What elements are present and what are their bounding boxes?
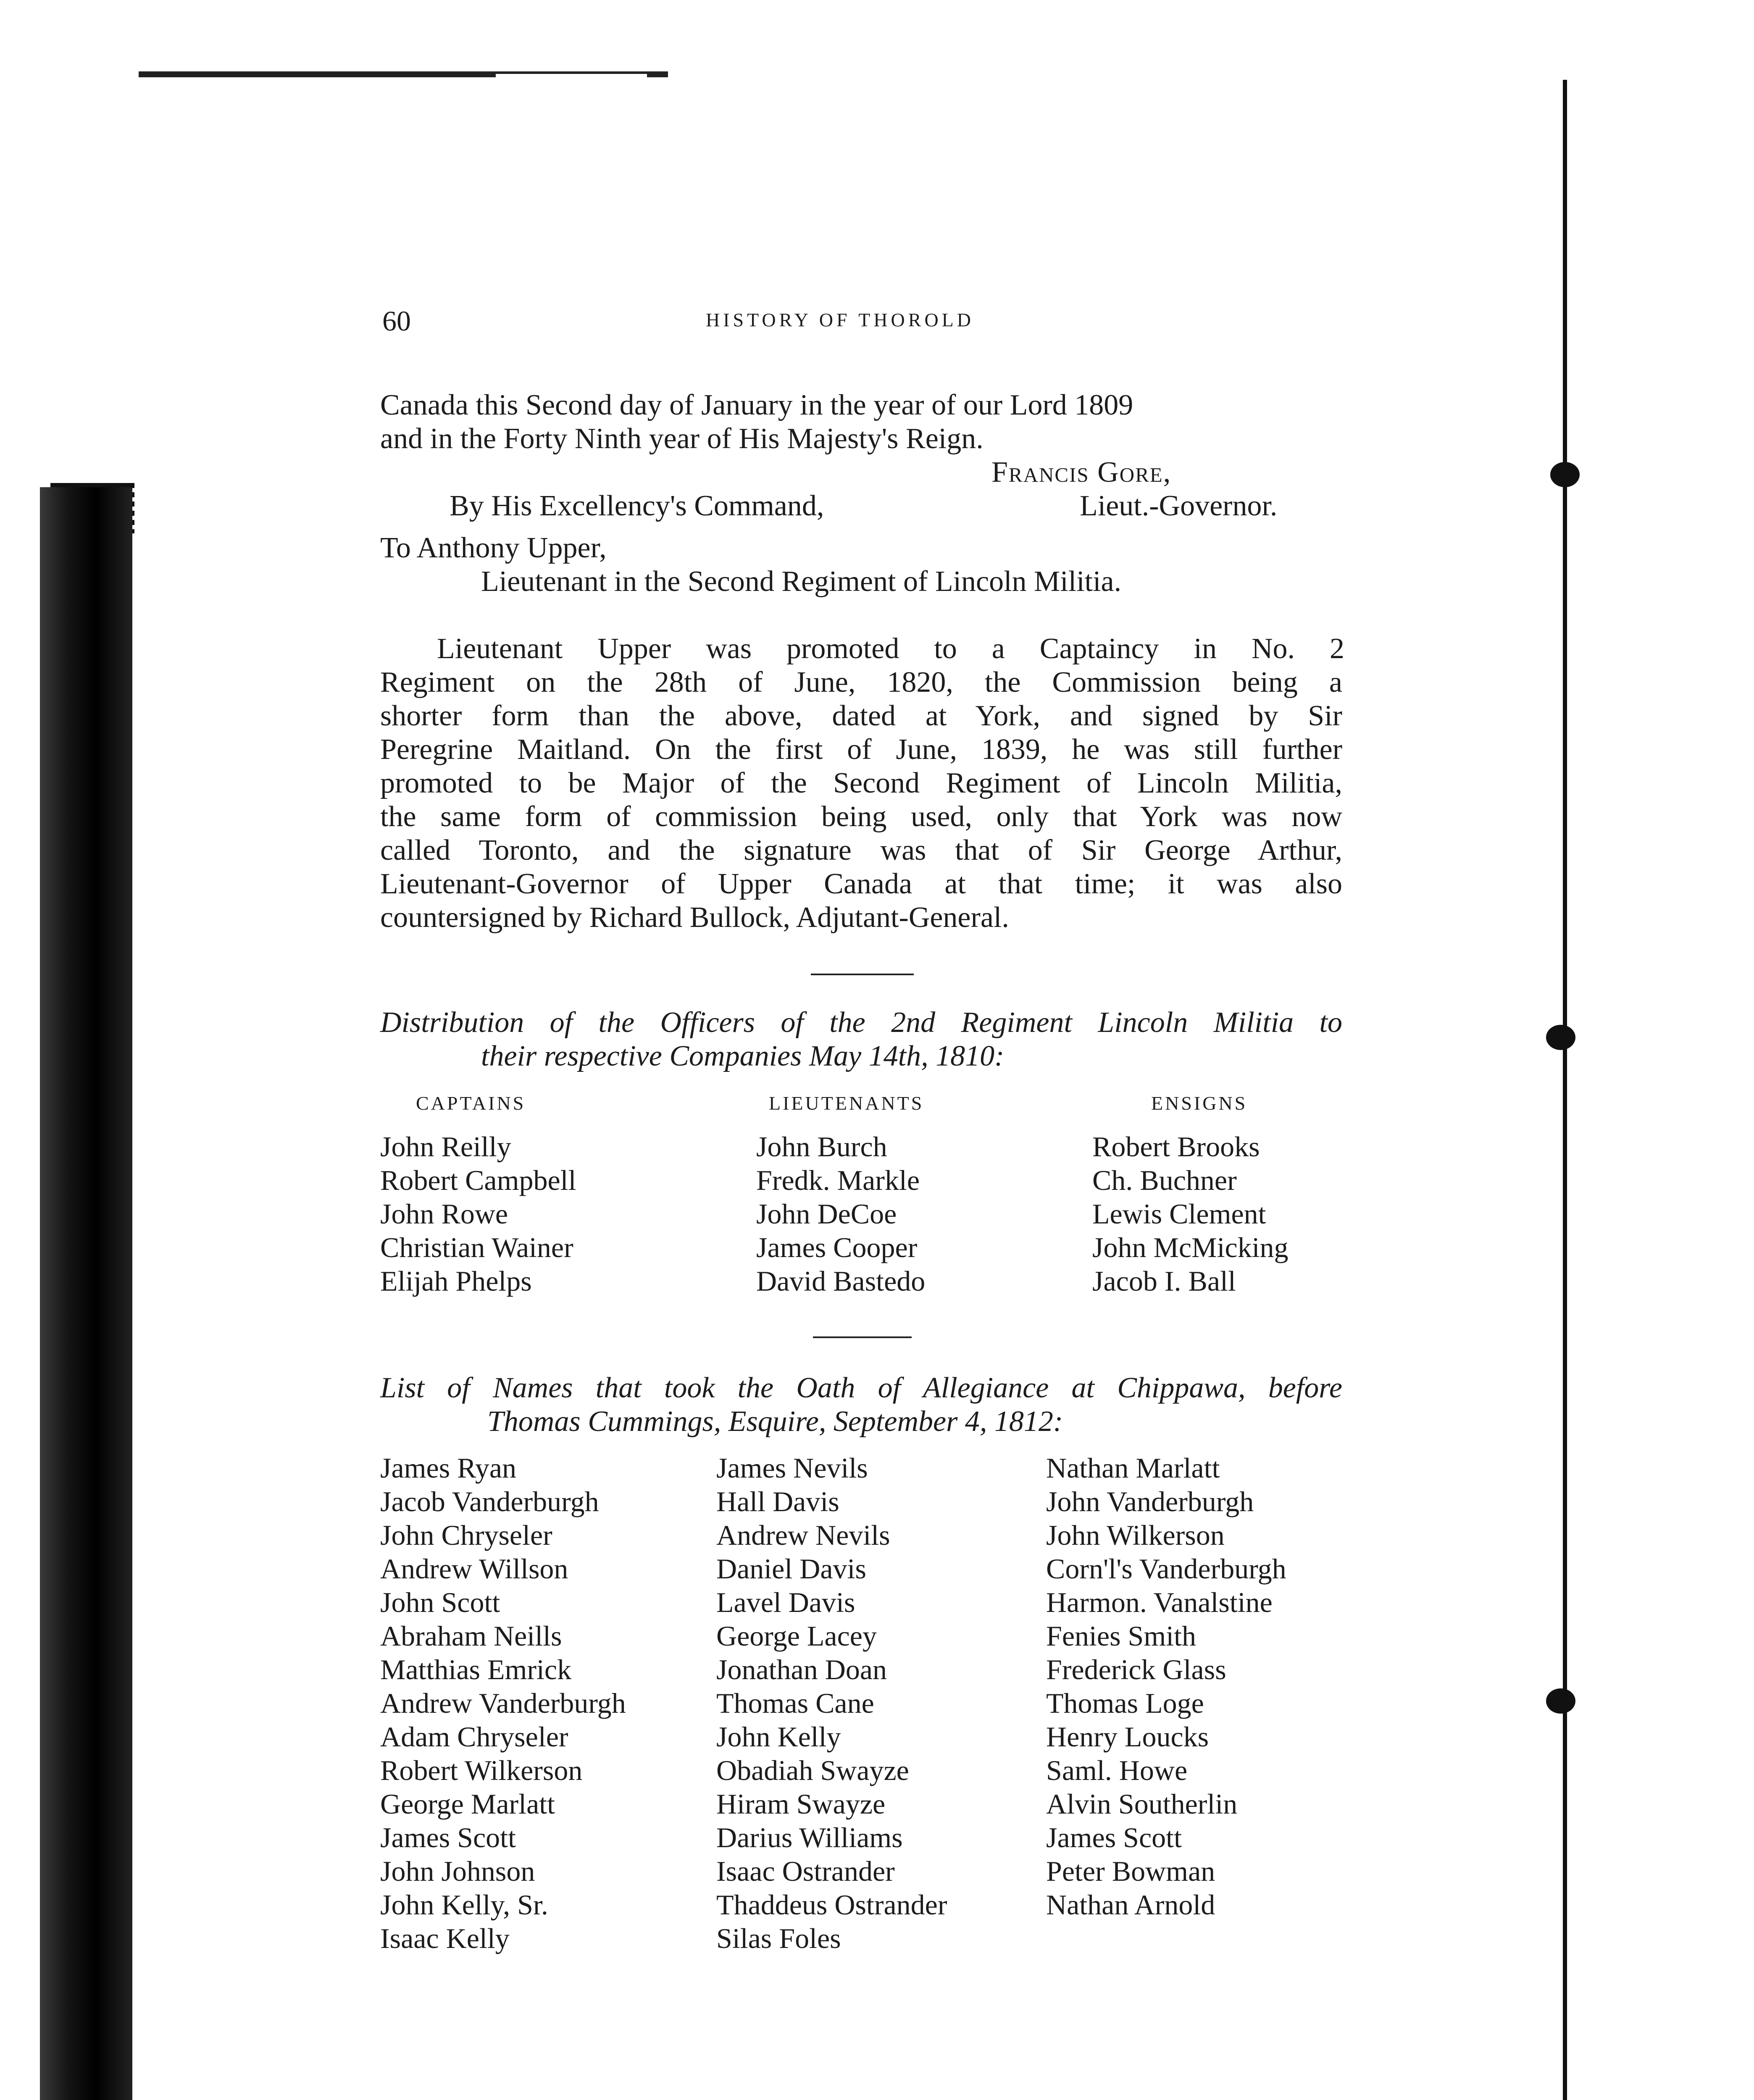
paragraph-line: shorter form than the above, dated at York, and signed by Sir [380, 700, 1342, 732]
section-divider [811, 974, 914, 975]
signer-name: Francis Gore, [991, 456, 1172, 488]
list-item: Andrew Nevils [716, 1519, 890, 1551]
paragraph-line: Regiment on the 28th of June, 1820, the Commission being a [380, 666, 1342, 698]
list-item: John Chryseler [380, 1519, 552, 1551]
oath-heading-cont: Thomas Cummings, Esquire, September 4, 1812: [487, 1405, 1063, 1438]
command-line: By His Excellency's Command, [450, 490, 824, 522]
commission-line-1: Canada this Second day of January in the year of our Lord 1809 [380, 389, 1133, 421]
section-divider [813, 1336, 912, 1338]
list-item: Isaac Kelly [380, 1922, 510, 1954]
list-item: James Nevils [716, 1452, 868, 1484]
list-item: David Bastedo [756, 1265, 926, 1297]
binding-knot [1546, 1025, 1575, 1050]
list-item: Robert Campbell [380, 1164, 576, 1196]
list-item: Saml. Howe [1046, 1754, 1188, 1786]
page-number: 60 [382, 305, 411, 337]
list-item: James Cooper [756, 1231, 918, 1263]
binding-knot [1546, 1688, 1575, 1714]
column-header-captains: CAPTAINS [416, 1092, 526, 1114]
list-item: Darius Williams [716, 1822, 903, 1853]
running-title: HISTORY OF THOROLD [706, 309, 974, 331]
distribution-heading: Distribution of the Officers of the 2nd Regiment Lincoln Militia to [380, 1006, 1342, 1039]
list-item: John Wilkerson [1046, 1519, 1225, 1551]
list-item: Robert Wilkerson [380, 1754, 583, 1786]
list-item: Daniel Davis [716, 1553, 866, 1585]
list-item: John Johnson [380, 1855, 535, 1887]
list-item: Fenies Smith [1046, 1620, 1197, 1652]
list-item: James Ryan [380, 1452, 516, 1484]
list-item: Elijah Phelps [380, 1265, 532, 1297]
list-item: John Kelly [716, 1721, 841, 1753]
list-item: John Kelly, Sr. [380, 1889, 548, 1921]
list-item: John DeCoe [756, 1198, 897, 1230]
list-item: John McMicking [1092, 1231, 1289, 1263]
list-item: Lavel Davis [716, 1586, 855, 1618]
list-item: John Reilly [380, 1131, 511, 1163]
commission-line-2: and in the Forty Ninth year of His Majesty's Reign. [380, 423, 984, 455]
oath-heading: List of Names that took the Oath of Allegiance at Chippawa, before [380, 1372, 1342, 1404]
list-item: Andrew Vanderburgh [380, 1687, 626, 1719]
list-item: Robert Brooks [1092, 1131, 1260, 1163]
paragraph-line: countersigned by Richard Bullock, Adjutant-General. [380, 901, 1009, 934]
list-item: Jacob I. Ball [1092, 1265, 1236, 1297]
addressee: To Anthony Upper, [380, 532, 607, 564]
list-item: Jonathan Doan [716, 1654, 887, 1685]
list-item: Matthias Emrick [380, 1654, 572, 1685]
paragraph-line: the same form of commission being used, only that York was now [380, 801, 1342, 833]
distribution-heading-cont: their respective Companies May 14th, 1810: [481, 1040, 1005, 1072]
scan-top-rule-gap [496, 74, 647, 77]
list-item: George Lacey [716, 1620, 877, 1652]
list-item: John Rowe [380, 1198, 508, 1230]
list-item: Corn'l's Vanderburgh [1046, 1553, 1286, 1585]
list-item: Alvin Southerlin [1046, 1788, 1238, 1820]
list-item: Andrew Willson [380, 1553, 568, 1585]
paragraph-line: Peregrine Maitland. On the first of June, 1839, he was still further [380, 733, 1342, 766]
list-item: John Vanderburgh [1046, 1486, 1254, 1517]
list-item: Henry Loucks [1046, 1721, 1209, 1753]
list-item: Isaac Ostrander [716, 1855, 895, 1887]
page-header [0, 304, 1754, 342]
paragraph-line: called Toronto, and the signature was that of Sir George Arthur, [380, 834, 1342, 866]
list-item: Adam Chryseler [380, 1721, 568, 1753]
list-item: Nathan Arnold [1046, 1889, 1215, 1921]
list-item: Thomas Loge [1046, 1687, 1204, 1719]
list-item: Christian Wainer [380, 1231, 573, 1263]
list-item: Thaddeus Ostrander [716, 1889, 947, 1921]
list-item: Nathan Marlatt [1046, 1452, 1220, 1484]
list-item: Obadiah Swayze [716, 1754, 909, 1786]
list-item: Lewis Clement [1092, 1198, 1266, 1230]
column-header-ensigns: ENSIGNS [1151, 1092, 1248, 1114]
list-item: Harmon. Vanalstine [1046, 1586, 1273, 1618]
list-item: Hall Davis [716, 1486, 839, 1517]
signer-title: Lieut.-Governor. [1080, 490, 1278, 522]
column-header-lieutenants: LIEUTENANTS [769, 1092, 924, 1114]
paragraph-line: promoted to be Major of the Second Regiment of Lincoln Militia, [380, 767, 1342, 799]
addressee-rank: Lieutenant in the Second Regiment of Lincoln Militia. [481, 565, 1122, 598]
list-item: Fredk. Markle [756, 1164, 920, 1196]
binding-knot [1550, 462, 1580, 487]
list-item: Silas Foles [716, 1922, 841, 1954]
list-item: James Scott [380, 1822, 516, 1853]
list-item: Ch. Buchner [1092, 1164, 1237, 1196]
list-item: Abraham Neills [380, 1620, 562, 1652]
scan-left-edge-shadow [40, 487, 132, 2100]
binding-thread [1563, 80, 1567, 2100]
list-item: Peter Bowman [1046, 1855, 1215, 1887]
list-item: George Marlatt [380, 1788, 555, 1820]
list-item: James Scott [1046, 1822, 1182, 1853]
list-item: John Scott [380, 1586, 500, 1618]
paragraph-line: Lieutenant-Governor of Upper Canada at that time; it was also [380, 868, 1342, 900]
list-item: Thomas Cane [716, 1687, 874, 1719]
paragraph-line: Lieutenant Upper was promoted to a Captaincy in No. 2 [437, 633, 1344, 665]
list-item: Frederick Glass [1046, 1654, 1226, 1685]
list-item: Hiram Swayze [716, 1788, 886, 1820]
list-item: Jacob Vanderburgh [380, 1486, 599, 1517]
list-item: John Burch [756, 1131, 887, 1163]
